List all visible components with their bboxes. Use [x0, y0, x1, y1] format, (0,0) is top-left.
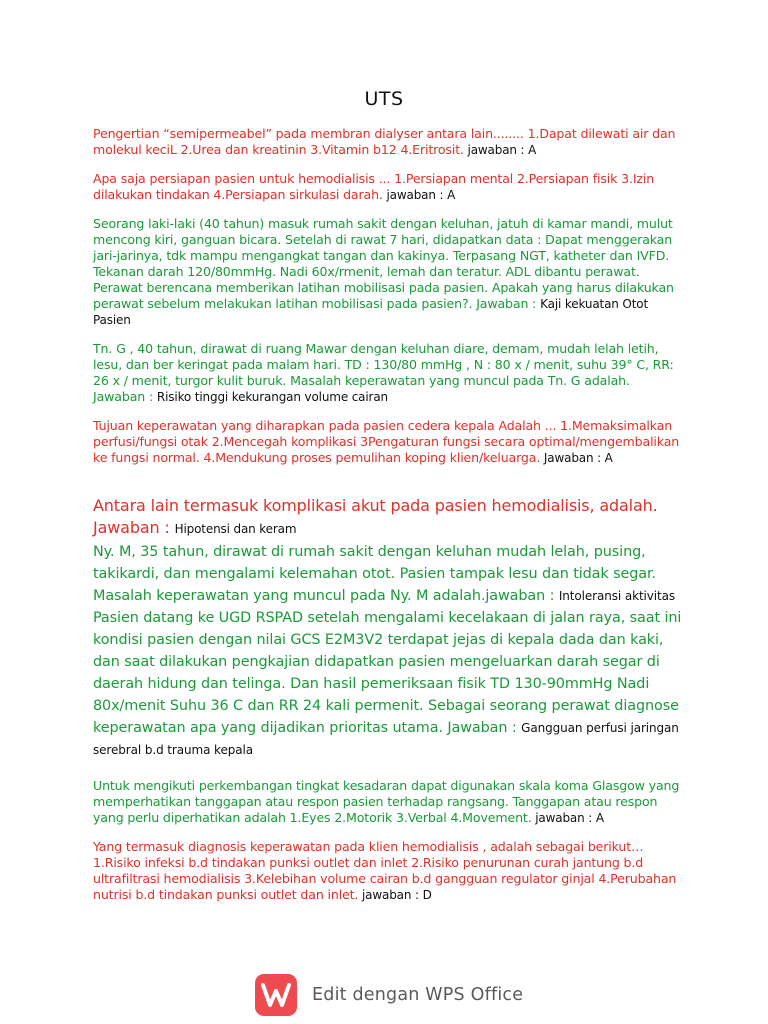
question-text: Pasien datang ke UGD RSPAD setelah mengalami kecelakaan di jalan raya, saat ini kondisi pasien dengan nilai GCS E2M3V2 terdapat jejas di kepala dada dan kaki, dan saat dilakukan pengkajian didapatkan pasien mengeluarkan darah segar di daerah hidung dan telinga. Dan hasil pemeriksaan fisik TD 130-90mmHg Nadi 80x/menit Suhu 36 C dan RR 24 kali permenit. Sebagai seorang perawat diagnose keperawatan apa yang dijadikan prioritas utama. Jawaban :	[93, 610, 682, 736]
answer-text: Gangguan perfusi jaringan serebral b.d trauma kepala	[93, 721, 679, 757]
question-2	[93, 171, 683, 203]
answer-text: Risiko tinggi kekurangan volume cairan	[156, 390, 388, 404]
question-text: Pengertian “semipermeabel” pada membran dialyser antara lain........ 1.Dapat dilewati air dan molekul keciL 2.Urea dan kreatinin 3.Vitamin b12 4.Eritrosit.	[93, 126, 676, 157]
answer-text: jawaban : A	[382, 188, 456, 202]
question-1	[93, 126, 683, 158]
wps-edit-banner[interactable]	[255, 973, 523, 1017]
question-3	[93, 216, 683, 328]
question-6	[93, 495, 683, 540]
question-10	[93, 839, 683, 903]
question-text: Antara lain termasuk komplikasi akut pada pasien hemodialisis, adalah. Jawaban :	[93, 496, 658, 537]
question-8	[93, 607, 683, 761]
answer-text: Jawaban : A	[540, 451, 613, 465]
answer-text: Hipotensi dan keram	[174, 522, 297, 536]
wps-office-logo-icon[interactable]	[255, 974, 297, 1016]
question-text: Ny. M, 35 tahun, dirawat di rumah sakit dengan keluhan mudah lelah, pusing, takikardi, dan mengalami kelemahan otot. Pasien tampak lesu dan tidak segar. Masalah keperawatan yang muncul pada Ny. M adalah.jawaban :	[93, 544, 656, 604]
answer-text: Kaji kekuatan Otot Pasien	[93, 297, 649, 327]
question-text: Tujuan keperawatan yang diharapkan pada pasien cedera kepala Adalah ... 1.Memaksimalkan perfusi/fungsi otak 2.Mencegah komplikasi 3Pengaturan fungsi secara optimal/mengembalikan ke fungsi normal. 4.Mendukung proses pemulihan koping klien/keluarga.	[93, 418, 680, 465]
question-9	[93, 778, 683, 826]
answer-text: jawaban : A	[463, 143, 537, 157]
question-text: Untuk mengikuti perkembangan tingkat kesadaran dapat digunakan skala koma Glasgow yang memperhatikan tanggapan atau respon pasien terhadap rangsang. Tanggapan atau respon yang perlu diperhatikan adalah 1.Eyes 2.Motorik 3.Verbal 4.Movement.	[93, 778, 680, 825]
question-7	[93, 541, 683, 607]
question-text: Tn. G , 40 tahun, dirawat di ruang Mawar dengan keluhan diare, demam, mudah lelah letih, lesu, dan ber keringat pada malam hari. TD : 130/80 mmHg , N : 80 x / menit, suhu 39° C, RR: 26 x / menit, turgor kulit buruk. Masalah keperawatan yang muncul pada Tn. G adalah. Jawaban :	[93, 341, 674, 404]
question-5	[93, 418, 683, 466]
page-title: UTS	[364, 88, 404, 110]
question-text: Yang termasuk diagnosis keperawatan pada klien hemodialisis , adalah sebagai berikut… 1.Risiko infeksi b.d tindakan punksi outlet dan inlet 2.Risiko penurunan curah jantung b.d ultrafiltrasi hemodialisis 3.Kelebihan volume cairan b.d gangguan regulator ginjal 4.Perubahan nutrisi b.d tindakan punksi outlet dan inlet.	[93, 839, 677, 902]
question-text: Apa saja persiapan pasien untuk hemodialisis ... 1.Persiapan mental 2.Persiapan fisik 3.Izin dilakukan tindakan 4.Persiapan sirkulasi darah.	[93, 171, 655, 202]
answer-text: jawaban : A	[531, 811, 604, 825]
question-text: Seorang laki-laki (40 tahun) masuk rumah sakit dengan keluhan, jatuh di kamar mandi, mulut mencong kiri, ganguan bicara. Setelah di rawat 7 hari, didapatkan data : Dapat menggerakan jari-jarinya, tdk mampu mengangkat tangan dan kakinya. Terpasang NGT, katheter dan IVFD. Tekanan darah 120/80mmHg. Nadi 60x/rmenit, lemah dan teratur. ADL dibantu perawat. Perawat berencana memberikan latihan mobilisasi pada pasien. Apakah yang harus dilakukan perawat sebelum melakukan latihan mobilisasi pada pasien?. Jawaban :	[93, 216, 674, 311]
answer-text: jawaban : D	[358, 888, 432, 902]
question-4	[93, 341, 683, 405]
answer-text: Intoleransi aktivitas	[558, 589, 676, 603]
edit-with-wps-link[interactable]: Edit dengan WPS Office	[312, 985, 524, 1005]
